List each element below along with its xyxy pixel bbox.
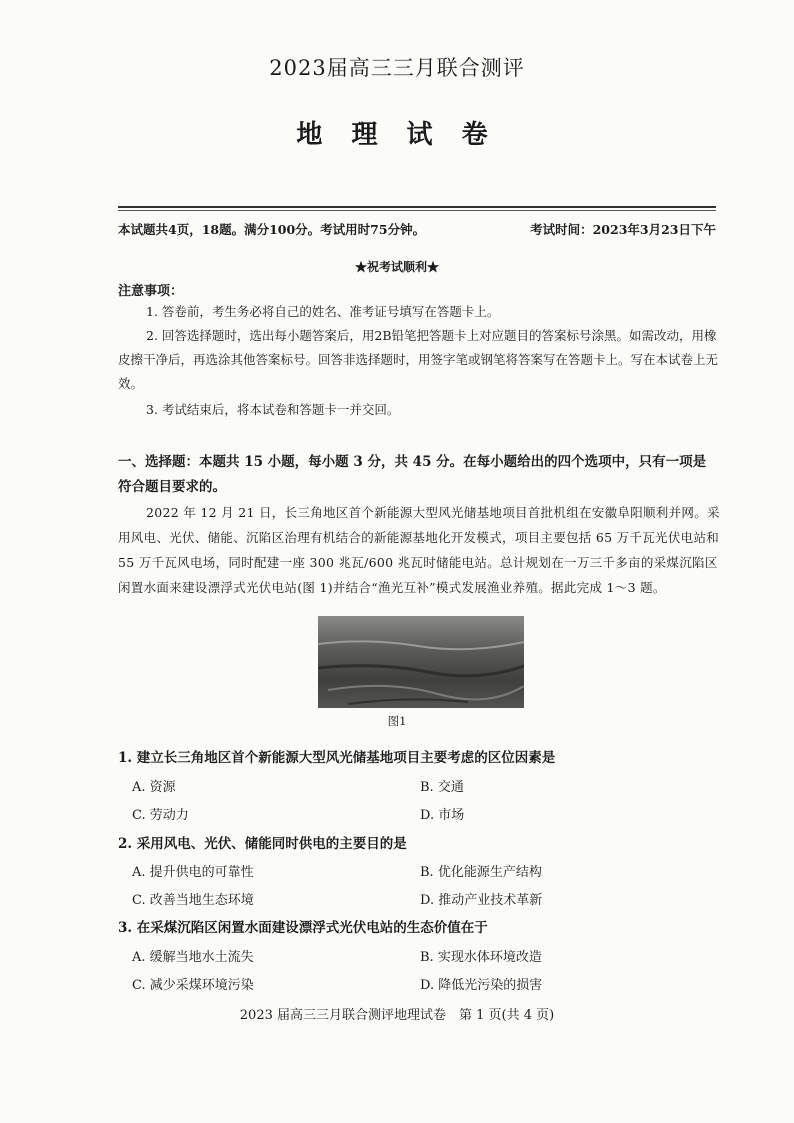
q1-option-c: C. 劳动力 (132, 808, 189, 823)
q2-option-a: A. 提升供电的可靠性 (132, 865, 254, 880)
section-heading: 一、选择题：本题共 15 小题，每小题 3 分，共 45 分。在每小题给出的四个选项中，只有一项是符合题目要求的。 (118, 454, 707, 495)
notice-item-3: 3. 考试结束后，将本试卷和答题卡一并交回。 (146, 402, 400, 417)
q1-option-d: D. 市场 (420, 808, 465, 823)
question-3-stem: 3. 在采煤沉陷区闲置水面建设漂浮式光伏电站的生态价值在于 (118, 920, 488, 936)
page-footer: 2023 届高三三月联合测评地理试卷 第 1 页(共 4 页) (239, 1008, 555, 1023)
exam-info: 本试题共4页，18题。满分100分。考试用时75分钟。 (118, 222, 426, 237)
subject-title: 地 理 试 卷 (296, 120, 498, 150)
q2-option-c: C. 改善当地生态环境 (132, 893, 254, 908)
notice-item-1: 1. 答卷前，考生务必将自己的姓名、准考证号填写在答题卡上。 (146, 304, 500, 319)
q1-option-a: A. 资源 (132, 780, 176, 795)
q3-option-a: A. 缓解当地水土流失 (132, 950, 254, 965)
q3-option-d: D. 降低光污染的损害 (420, 978, 543, 993)
q2-option-b: B. 优化能源生产结构 (420, 865, 542, 880)
header-rule (118, 206, 716, 208)
q3-option-b: B. 实现水体环境改造 (420, 950, 542, 965)
reading-passage: 2022 年 12 月 21 日，长三角地区首个新能源大型风光储基地项目首批机组在安徽阜阳顺利并网。采用风电、光伏、储能、沉陷区治理有机结合的新能源基地化开发模式，项目主要包括 65 万千瓦光伏电站和 55 万千瓦风电场，同时配建一座 300 兆瓦/600 兆瓦时储能电站。总计规划在一万三千多亩的采煤沉陷区闲置水面来建设漂浮式光伏电站(图 1)并结合“渔光互补”模式发展渔业养殖。据此完成 1～3 题。 (118, 505, 720, 595)
q2-option-d: D. 推动产业技术革新 (420, 893, 543, 908)
good-luck-line: ★祝考试顺利★ (354, 260, 439, 274)
exam-title: 2023届高三三月联合测评 (269, 56, 525, 80)
header-rule-thin (118, 210, 716, 211)
exam-time: 考试时间：2023年3月23日下午 (530, 222, 716, 237)
question-1-stem: 1. 建立长三角地区首个新能源大型风光储基地项目主要考虑的区位因素是 (118, 750, 556, 766)
figure-caption: 图1 (387, 714, 407, 728)
notice-heading: 注意事项： (118, 284, 184, 299)
q1-option-b: B. 交通 (420, 780, 464, 795)
q3-option-c: C. 减少采煤环境污染 (132, 978, 254, 993)
photo-texture (318, 616, 524, 708)
question-2-stem: 2. 采用风电、光伏、储能同时供电的主要目的是 (118, 836, 407, 852)
floating-solar-photo (318, 616, 524, 708)
notice-item-2: 2. 回答选择题时，选出每小题答案后，用2B铅笔把答题卡上对应题目的答案标号涂黑。如需改动，用橡皮擦干净后，再选涂其他答案标号。回答非选择题时，用签字笔或钢笔将答案写在答题卡上。写在本试卷上无效。 (118, 328, 719, 391)
